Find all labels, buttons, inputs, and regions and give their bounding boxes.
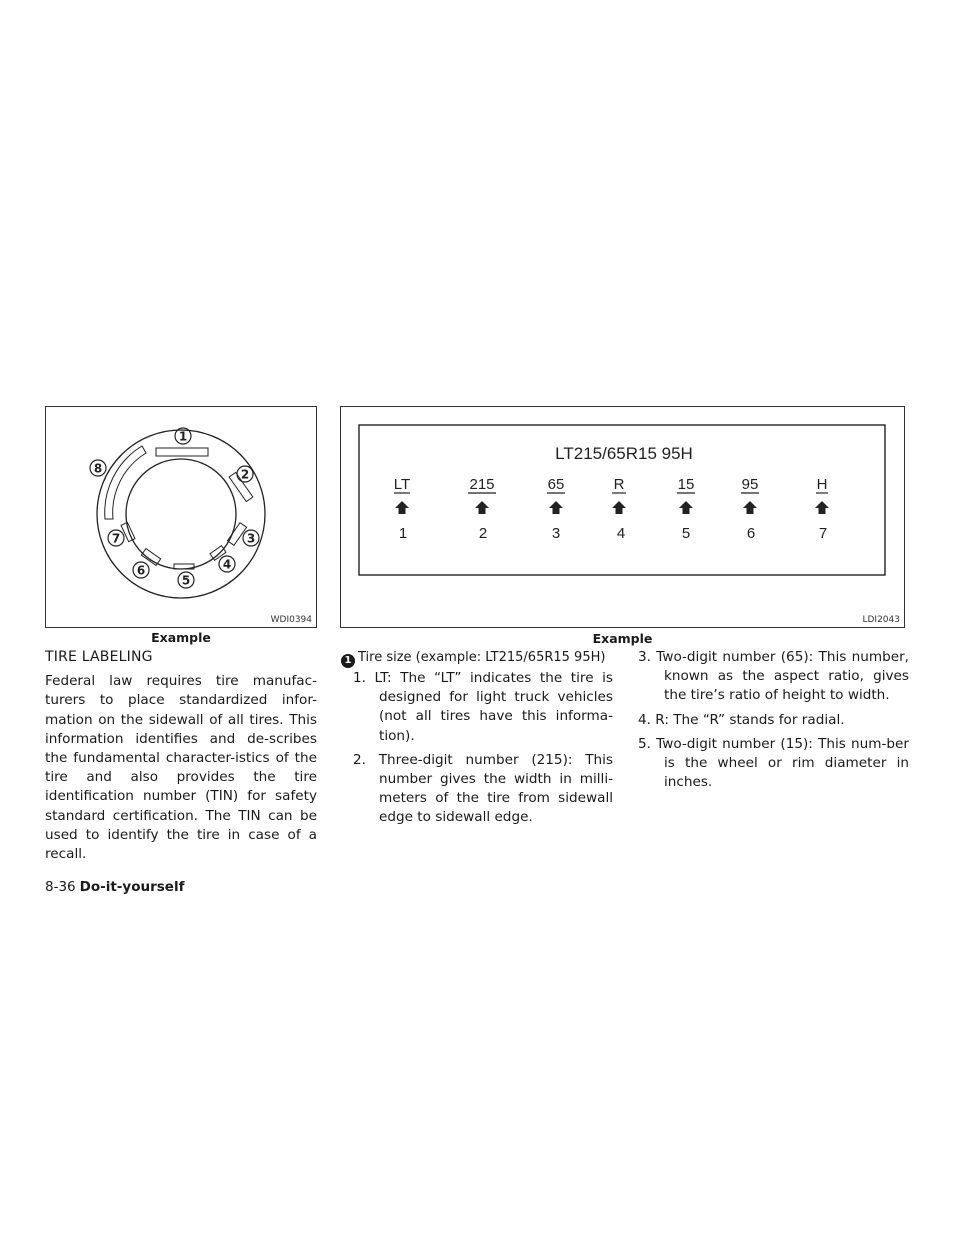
tire-sidewall-diagram: [46, 407, 316, 627]
label-block-7: [121, 522, 135, 541]
arrow-up-icon: [743, 501, 757, 514]
svg-text:65: 65: [547, 476, 565, 493]
svg-text:2: 2: [240, 467, 250, 482]
callout-badge: 1: [341, 654, 355, 668]
arrow-up-icon: [815, 501, 829, 514]
list-item: 2. Three-digit number (215): This number gives the width in milli-meters of the tire from sidewall edge to sidewall edge.: [353, 751, 613, 826]
callout-8: [90, 460, 106, 476]
list-item: 3. Two-digit number (65): This number, known as the aspect ratio, gives the tire’s ratio of height to width.: [638, 649, 909, 704]
svg-text:6: 6: [136, 563, 146, 578]
callout-3: [243, 530, 259, 546]
callout-6: [133, 562, 149, 578]
segment-4: [612, 476, 626, 542]
svg-text:5: 5: [181, 573, 191, 588]
segment-3: [547, 476, 565, 542]
svg-text:215: 215: [469, 476, 495, 493]
tire-size-figure: [340, 406, 905, 628]
section-name: Do-it-yourself: [79, 879, 185, 895]
segment-6: [741, 476, 759, 542]
svg-text:3: 3: [551, 525, 561, 542]
segment-5: [677, 476, 695, 542]
callout-2: [237, 466, 253, 482]
tire-rim: [126, 459, 236, 569]
svg-text:LT: LT: [393, 476, 411, 493]
svg-text:95: 95: [741, 476, 759, 493]
page-number: 8-36: [45, 879, 76, 895]
arrow-up-icon: [612, 501, 626, 514]
svg-text:15: 15: [677, 476, 695, 493]
list-item: 5. Two-digit number (15): This num-ber is the wheel or rim diameter in inches.: [638, 735, 909, 791]
list-item: 1. LT: The “LT” indicates the tire is designed for light truck vehicles (not all tires have this informa-tion).: [353, 670, 613, 744]
svg-text:R: R: [613, 476, 625, 493]
segment-1: [394, 476, 410, 542]
callout-1: [175, 428, 191, 444]
item-heading: [341, 648, 613, 668]
svg-text:4: 4: [222, 557, 232, 572]
svg-text:5: 5: [681, 525, 691, 542]
svg-text:6: 6: [746, 525, 756, 542]
label-block-8: [105, 446, 146, 519]
page-footer: [45, 879, 184, 895]
arrow-up-icon: [549, 501, 563, 514]
tire-size-code: LT215/65R15 95H: [555, 444, 693, 463]
section-heading: TIRE LABELING: [45, 649, 153, 665]
tire-sidewall-figure: [45, 406, 317, 628]
arrow-up-icon: [395, 501, 409, 514]
figure-caption: Example: [592, 631, 653, 646]
svg-text:7: 7: [818, 525, 828, 542]
arrow-up-icon: [475, 501, 489, 514]
list-item: 4. R: The “R” stands for radial.: [638, 711, 845, 728]
callout-7: [108, 530, 124, 546]
figure-code: WDI0394: [270, 615, 312, 625]
figure-code: LDI2043: [862, 615, 900, 625]
text-column-3: [637, 648, 909, 797]
label-block-1: [156, 448, 208, 456]
callout-5: [178, 572, 194, 588]
svg-text:H: H: [816, 476, 828, 493]
section-paragraph: Federal law requires tire manufac-turers to place standardized infor-mation on the sidewall of all tires. This information identifies and de-scribes the fundamental character-istics of the tire and also provides the tire identification number (TIN) for safety standard certification. The TIN can be used to identify the tire in case of a recall.: [45, 673, 317, 863]
callout-4: [219, 556, 235, 572]
svg-text:2: 2: [478, 525, 488, 542]
arrow-up-icon: [679, 501, 693, 514]
svg-text:1: 1: [398, 525, 408, 542]
tire-size-diagram: [341, 407, 904, 627]
segment-7: [815, 476, 829, 542]
svg-text:3: 3: [246, 531, 256, 546]
text-column-2: [341, 648, 613, 833]
svg-text:7: 7: [111, 531, 121, 546]
svg-text:1: 1: [178, 429, 188, 444]
svg-text:8: 8: [93, 461, 103, 476]
svg-text:4: 4: [616, 525, 626, 542]
item-title: Tire size (example: LT215/65R15 95H): [358, 650, 606, 665]
figure-caption: Example: [151, 630, 211, 645]
text-column-1: [45, 648, 317, 864]
segment-2: [468, 476, 496, 542]
